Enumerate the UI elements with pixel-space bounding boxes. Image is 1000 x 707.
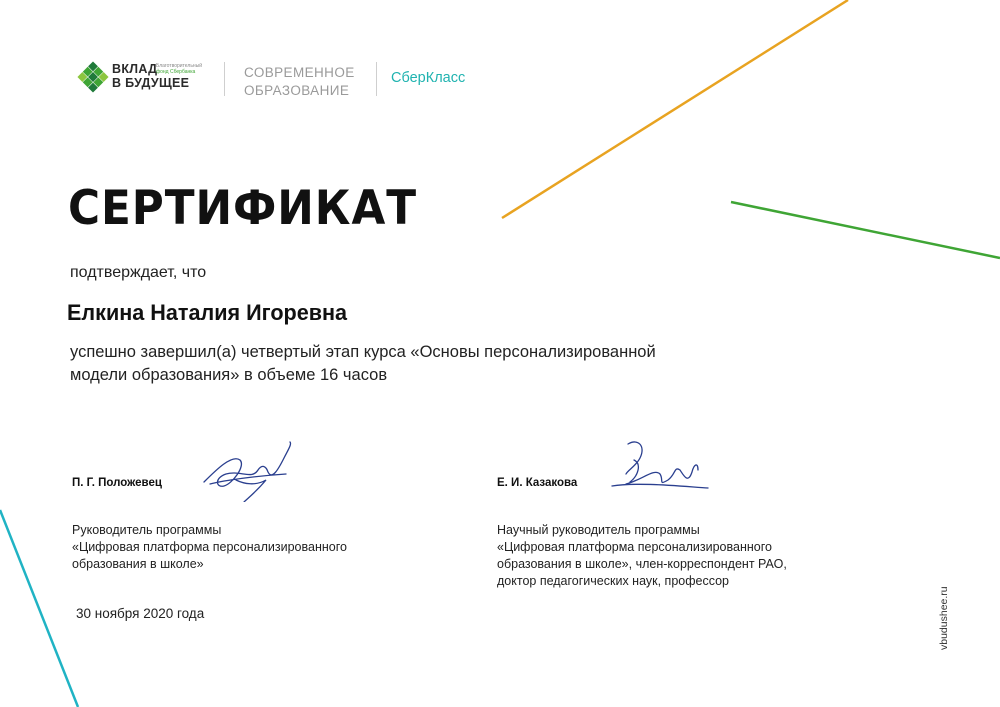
signer-2-name: Е. И. Казакова [497,477,578,489]
vklad-logo-line1: ВКЛАД [112,62,158,76]
modern-education-logo [244,64,355,100]
signature-1-handwriting [196,440,296,502]
completion-line-2: модели образования» в объеме 16 часов [70,366,388,384]
orange-diagonal-line [502,0,848,218]
signer-2-role-line: «Цифровая платформа персонализированного [497,540,772,554]
completion-text [70,341,850,387]
completion-line-1: успешно завершил(а) четвертый этап курса «Основы персонализированной [70,343,656,361]
diamond-logo-icon [76,60,110,94]
signer-2-role-line: образования в школе», член-корреспондент РАО, [497,557,787,571]
recipient-name: Елкина Наталия Игоревна [67,300,348,325]
vklad-logo-small1: Благотворительный [156,63,203,69]
vklad-logo [76,60,216,96]
logo-divider [376,62,377,96]
edu-logo-line2: ОБРАЗОВАНИЕ [244,83,350,98]
signer-1-name: П. Г. Положевец [72,477,162,489]
website-url[interactable]: vbudushee.ru [938,586,950,650]
edu-logo-line1: СОВРЕМЕННОЕ [244,65,355,80]
signer-1-role-line: Руководитель программы [72,523,222,537]
vklad-logo-line2: В БУДУЩЕЕ [112,76,190,90]
signer-1-role-line: «Цифровая платформа персонализированного [72,540,347,554]
signer-2-role-line: Научный руководитель программы [497,523,700,537]
signer-2-role-line: доктор педагогических наук, профессор [497,574,730,588]
vklad-logo-small2: фонд Сбербанка [156,69,196,75]
signer-2-role [497,522,787,590]
green-diagonal-line [731,202,1000,258]
sberclass-logo: СберКласс [391,70,466,86]
issue-date: 30 ноября 2020 года [76,606,205,621]
logo-divider [224,62,225,96]
certificate-title: СЕРТИФИКАТ [68,181,417,236]
signer-1-role-line: образования в школе» [72,557,204,571]
signer-1-role [72,522,347,573]
teal-diagonal-line [0,510,78,707]
intro-text: подтверждает, что [70,264,207,281]
signature-2-handwriting [608,436,712,504]
